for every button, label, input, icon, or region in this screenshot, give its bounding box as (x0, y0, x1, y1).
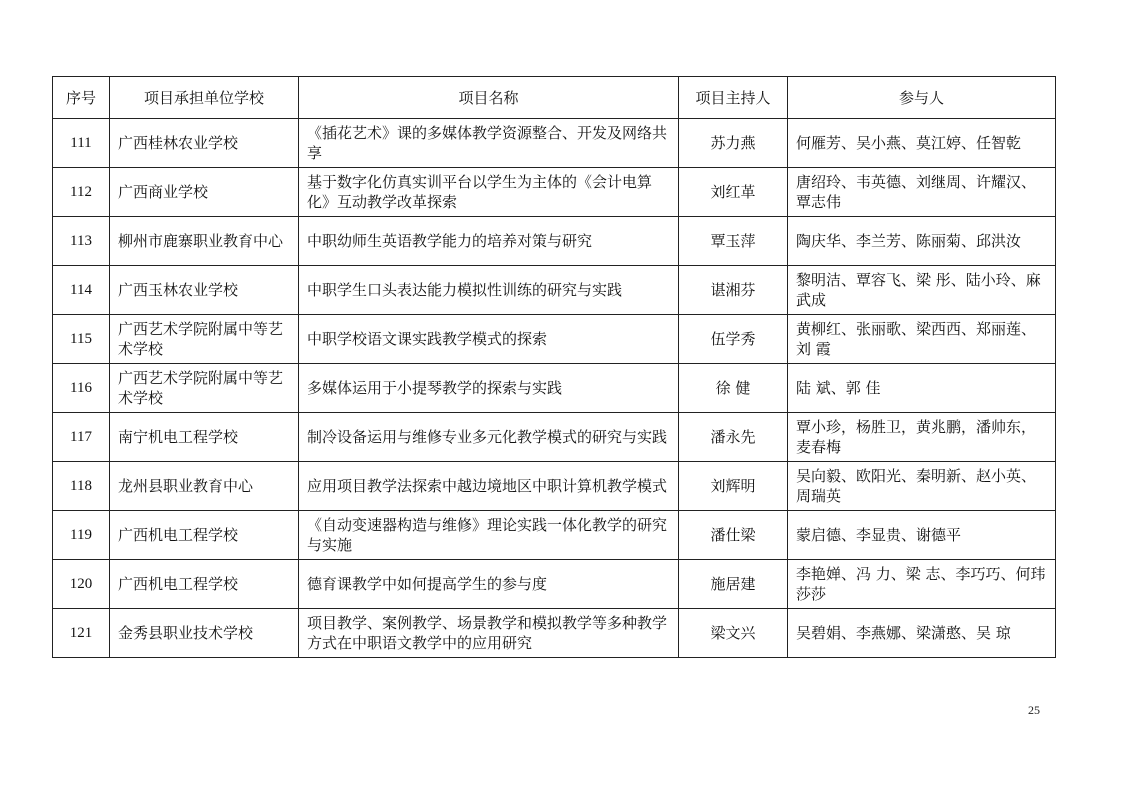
cell-host: 潘永先 (679, 413, 788, 462)
cell-project-name: 德育课教学中如何提高学生的参与度 (299, 560, 679, 609)
cell-unit: 广西机电工程学校 (110, 560, 299, 609)
table-row (53, 315, 1056, 364)
cell-no: 115 (53, 315, 110, 364)
cell-host: 潘仕梁 (679, 511, 788, 560)
cell-project-name: 多媒体运用于小提琴教学的探索与实践 (299, 364, 679, 413)
cell-no: 113 (53, 217, 110, 266)
cell-no: 111 (53, 119, 110, 168)
table-body (53, 119, 1056, 658)
table-row (53, 266, 1056, 315)
cell-project-name: 《自动变速器构造与维修》理论实践一体化教学的研究与实施 (299, 511, 679, 560)
cell-participants: 黄柳红、张丽歌、梁西西、郑丽莲、刘 霞 (788, 315, 1056, 364)
cell-participants: 陶庆华、李兰芳、陈丽菊、邱洪汝 (788, 217, 1056, 266)
table-row (53, 413, 1056, 462)
cell-unit: 柳州市鹿寨职业教育中心 (110, 217, 299, 266)
cell-participants: 吴向毅、欧阳光、秦明新、赵小英、周瑞英 (788, 462, 1056, 511)
cell-project-name: 项目教学、案例教学、场景教学和模拟教学等多种教学方式在中职语文教学中的应用研究 (299, 609, 679, 658)
cell-host: 施居建 (679, 560, 788, 609)
header-project-name: 项目名称 (299, 77, 679, 119)
cell-unit: 广西商业学校 (110, 168, 299, 217)
table-row (53, 119, 1056, 168)
cell-project-name: 《插花艺术》课的多媒体教学资源整合、开发及网络共享 (299, 119, 679, 168)
cell-participants: 覃小珍，杨胜卫，黄兆鹏，潘帅东，麦春梅 (788, 413, 1056, 462)
cell-participants: 蒙启德、李显贵、谢德平 (788, 511, 1056, 560)
cell-project-name: 制冷设备运用与维修专业多元化教学模式的研究与实践 (299, 413, 679, 462)
cell-participants: 唐绍玲、韦英德、刘继周、许耀汉、覃志伟 (788, 168, 1056, 217)
table-row (53, 168, 1056, 217)
header-participants: 参与人 (788, 77, 1056, 119)
cell-unit: 龙州县职业教育中心 (110, 462, 299, 511)
cell-project-name: 中职学生口头表达能力模拟性训练的研究与实践 (299, 266, 679, 315)
cell-host: 苏力燕 (679, 119, 788, 168)
cell-host: 刘红革 (679, 168, 788, 217)
table-row (53, 560, 1056, 609)
cell-project-name: 中职学校语文课实践教学模式的探索 (299, 315, 679, 364)
cell-project-name: 基于数字化仿真实训平台以学生为主体的《会计电算化》互动教学改革探索 (299, 168, 679, 217)
cell-no: 114 (53, 266, 110, 315)
cell-unit: 广西艺术学院附属中等艺术学校 (110, 315, 299, 364)
cell-no: 116 (53, 364, 110, 413)
cell-unit: 金秀县职业技术学校 (110, 609, 299, 658)
cell-no: 120 (53, 560, 110, 609)
cell-participants: 吴碧娟、李燕娜、梁潇憨、吴 琼 (788, 609, 1056, 658)
table-row (53, 511, 1056, 560)
cell-host: 梁文兴 (679, 609, 788, 658)
table-header (53, 77, 1056, 119)
cell-unit: 广西艺术学院附属中等艺术学校 (110, 364, 299, 413)
cell-host: 谌湘芬 (679, 266, 788, 315)
cell-participants: 李艳婵、冯 力、梁 志、李巧巧、何玮莎莎 (788, 560, 1056, 609)
header-unit: 项目承担单位学校 (110, 77, 299, 119)
header-host: 项目主持人 (679, 77, 788, 119)
cell-no: 117 (53, 413, 110, 462)
table-row (53, 609, 1056, 658)
cell-unit: 广西机电工程学校 (110, 511, 299, 560)
header-no: 序号 (53, 77, 110, 119)
cell-participants: 何雁芳、吴小燕、莫江婷、任智乾 (788, 119, 1056, 168)
cell-no: 121 (53, 609, 110, 658)
cell-host: 伍学秀 (679, 315, 788, 364)
page-number: 25 (1028, 703, 1040, 717)
cell-project-name: 中职幼师生英语教学能力的培养对策与研究 (299, 217, 679, 266)
cell-host: 覃玉萍 (679, 217, 788, 266)
cell-participants: 陆 斌、郭 佳 (788, 364, 1056, 413)
table-row (53, 462, 1056, 511)
cell-host: 徐 健 (679, 364, 788, 413)
header-row (53, 77, 1056, 119)
table-row (53, 217, 1056, 266)
cell-participants: 黎明洁、覃容飞、梁 彤、陆小玲、麻武成 (788, 266, 1056, 315)
table-row (53, 364, 1056, 413)
cell-no: 112 (53, 168, 110, 217)
projects-table (52, 76, 1056, 658)
cell-no: 118 (53, 462, 110, 511)
cell-no: 119 (53, 511, 110, 560)
cell-unit: 广西玉林农业学校 (110, 266, 299, 315)
cell-unit: 南宁机电工程学校 (110, 413, 299, 462)
cell-host: 刘辉明 (679, 462, 788, 511)
cell-unit: 广西桂林农业学校 (110, 119, 299, 168)
cell-project-name: 应用项目教学法探索中越边境地区中职计算机教学模式 (299, 462, 679, 511)
